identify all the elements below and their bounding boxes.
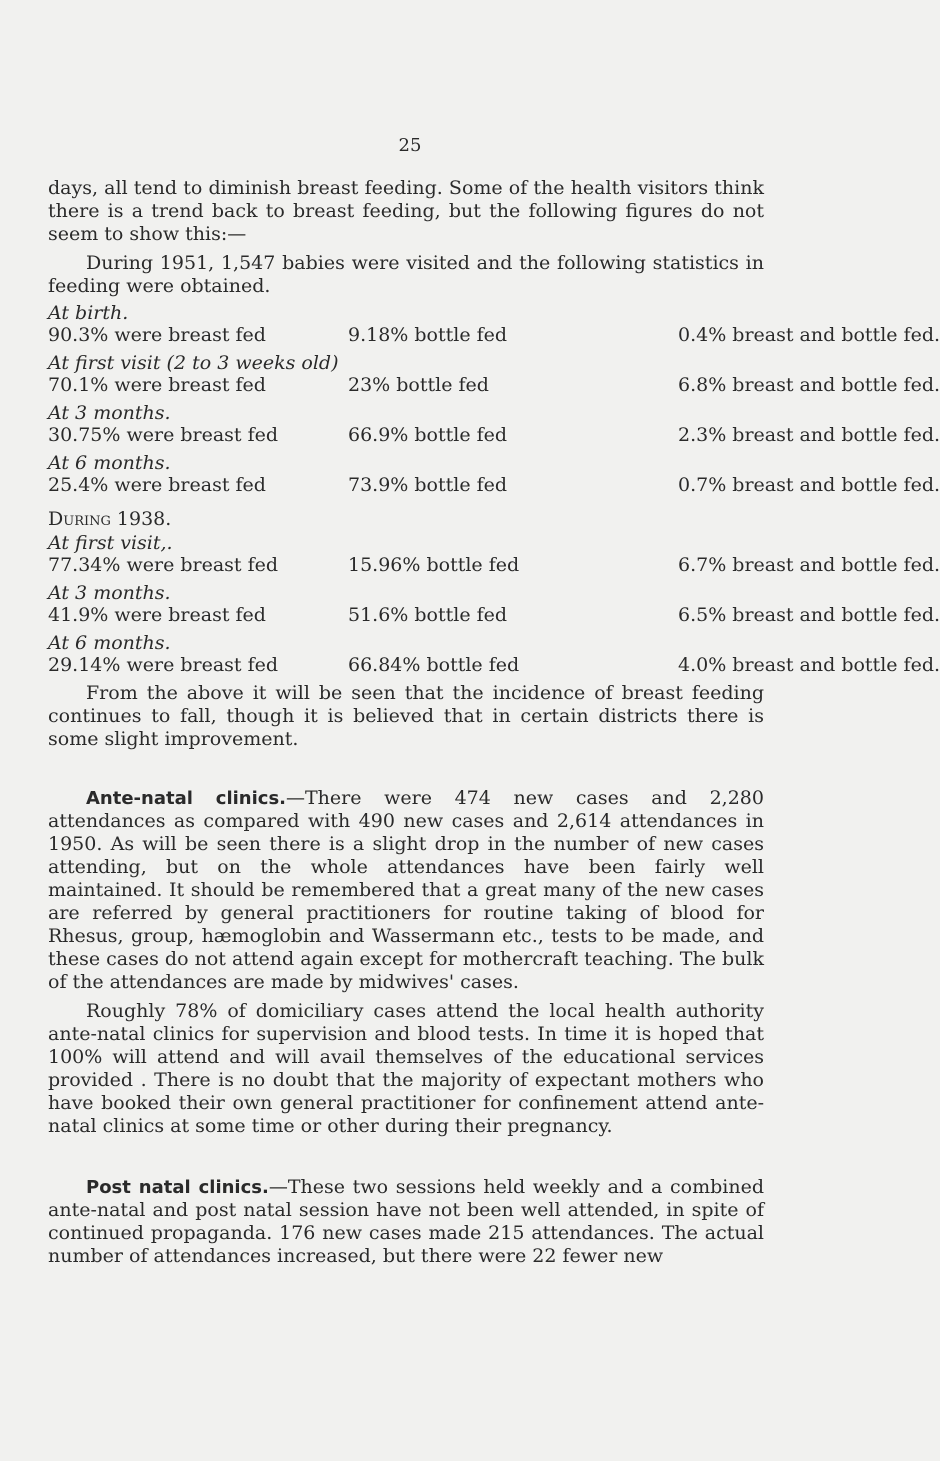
stats-1951: [48, 302, 940, 502]
mixed-fed: 6.7% breast and bottle fed.: [678, 554, 940, 576]
stat-label: At 6 months.: [48, 632, 171, 654]
antenatal-text: —There were 474 new cases and 2,280 attendances as compared with 490 new cases and 2,614 attendances in 1950. As will be seen there is a slight drop in the number of new cases attending, but on the whole attendances have been fairly well maintained. It should be remembered that a great many of the new cases are referred by general practitioners for routine taking of blood for Rhesus, group, hæmoglobin and Wassermann etc., tests to be made, and these cases do not attend again except for mothercraft teaching. The bulk of the attendances are made by midwives' cases.: [48, 787, 764, 993]
antenatal-paragraph-2: Roughly 78% of domiciliary cases attend the local health authority ante-natal clinics for supervision and blood tests. In time it is hoped that 100% will attend and will avail themselves of the educational services provided . There is no doubt that the majority of expectant mothers who have booked their own general practitioner for confinement attend ante-natal clinics at some time or other during their pregnancy.: [48, 1000, 764, 1137]
stats-intro: During 1951, 1,547 babies were visited and the following statistics in feeding were obtained.: [48, 252, 764, 297]
bottle-fed: 15.96% bottle fed: [348, 554, 520, 576]
breast-fed: 77.34% were breast fed: [48, 554, 279, 576]
postnatal-heading: Post natal clinics.: [86, 1177, 269, 1198]
postnatal-paragraph: [48, 1176, 764, 1268]
stat-row: [48, 374, 940, 402]
stat-label: At birth.: [48, 302, 129, 324]
breast-fed: 25.4% were breast fed: [48, 474, 266, 496]
mixed-fed: 6.8% breast and bottle fed.: [678, 374, 940, 396]
stat-row: [48, 424, 940, 452]
stat-row: [48, 554, 940, 582]
stats-1938: [48, 508, 940, 682]
bottle-fed: 51.6% bottle fed: [348, 604, 508, 626]
stat-label: At 3 months.: [48, 582, 171, 604]
breast-fed: 90.3% were breast fed: [48, 324, 266, 346]
year-1938-heading: During 1938.: [48, 508, 172, 530]
document-page: [48, 0, 940, 1268]
antenatal-heading: Ante-natal clinics.: [86, 788, 286, 809]
page-number: 25: [398, 135, 422, 156]
bottle-fed: 66.9% bottle fed: [348, 424, 508, 446]
mixed-fed: 2.3% breast and bottle fed.: [678, 424, 940, 446]
bottle-fed: 23% bottle fed: [348, 374, 489, 396]
stat-row: [48, 654, 940, 682]
intro-paragraph: days, all tend to diminish breast feeding. Some of the health visitors think there is a trend back to breast feeding, but the following figures do not seem to show this:—: [48, 177, 764, 245]
mixed-fed: 4.0% breast and bottle fed.: [678, 654, 940, 676]
mixed-fed: 0.7% breast and bottle fed.: [678, 474, 940, 496]
bottle-fed: 9.18% bottle fed: [348, 324, 508, 346]
stat-row: [48, 324, 940, 352]
stat-row: [48, 604, 940, 632]
bottle-fed: 66.84% bottle fed: [348, 654, 520, 676]
stat-label: At first visit,.: [48, 532, 173, 554]
breast-fed: 30.75% were breast fed: [48, 424, 279, 446]
breast-fed: 41.9% were breast fed: [48, 604, 266, 626]
bottle-fed: 73.9% bottle fed: [348, 474, 508, 496]
stat-label: At 6 months.: [48, 452, 171, 474]
postnatal-text: —These two sessions held weekly and a combined ante-natal and post natal session have not been well attended, in spite of continued propaganda. 176 new cases made 215 attendances. The actual number of attendances increased, but there were 22 fewer new: [48, 1176, 765, 1267]
breast-fed: 29.14% were breast fed: [48, 654, 279, 676]
stat-label: At first visit (2 to 3 weeks old): [48, 352, 339, 374]
antenatal-paragraph: [48, 787, 764, 994]
stat-label: At 3 months.: [48, 402, 171, 424]
conclusion-paragraph: From the above it will be seen that the incidence of breast feeding continues to fall, though it is believed that in certain districts there is some slight improvement.: [48, 682, 764, 750]
mixed-fed: 0.4% breast and bottle fed.: [678, 324, 940, 346]
stat-row: [48, 474, 940, 502]
breast-fed: 70.1% were breast fed: [48, 374, 266, 396]
mixed-fed: 6.5% breast and bottle fed.: [678, 604, 940, 626]
